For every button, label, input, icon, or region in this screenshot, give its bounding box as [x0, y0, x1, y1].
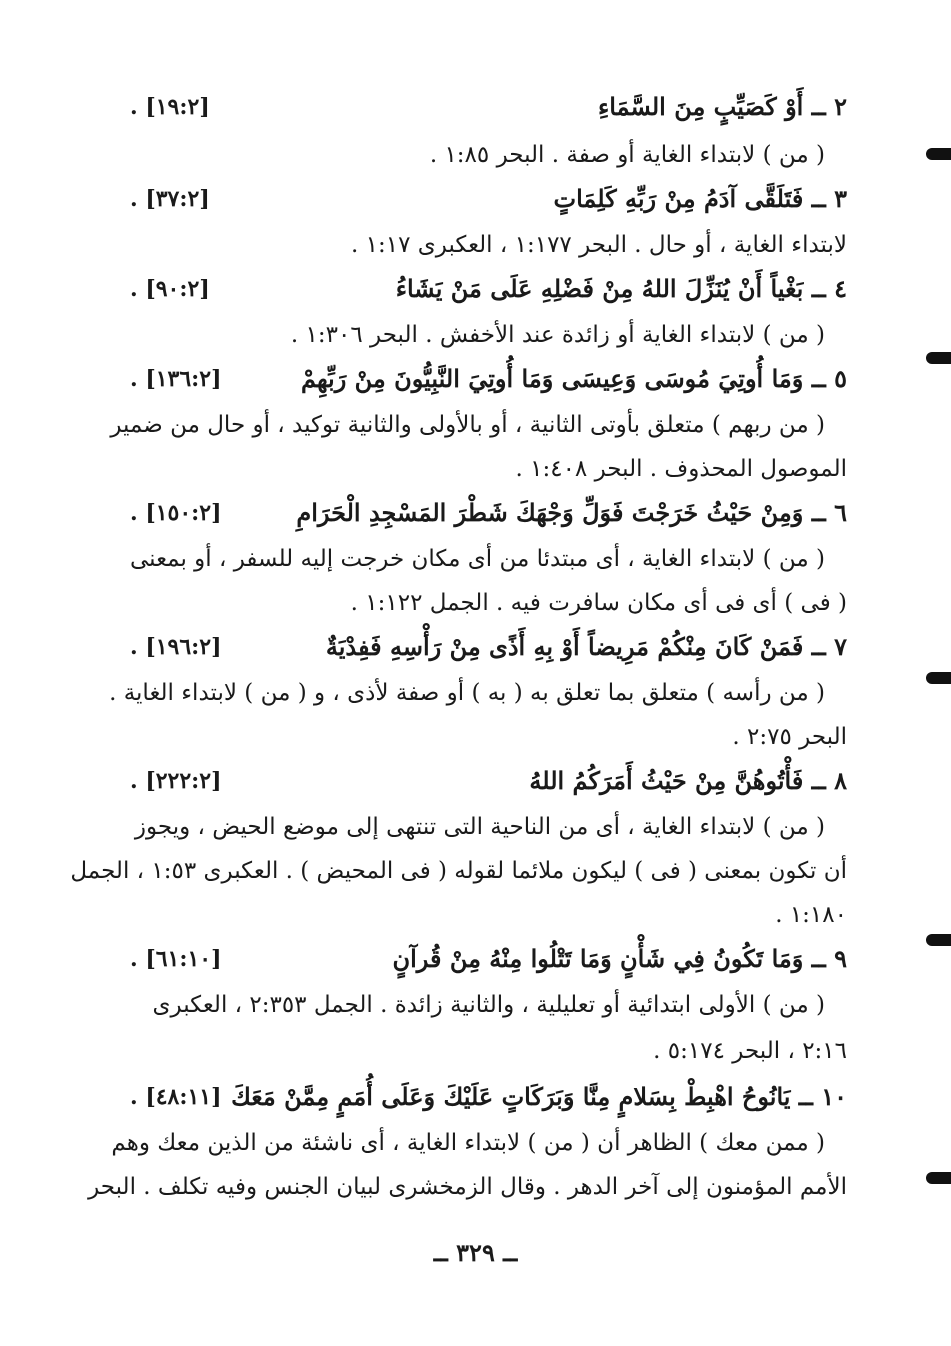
verse-reference: . [٩٠:٢] — [130, 276, 210, 302]
verse-line: ٤ ــ بَغْياً أَنْ يُنَزِّلَ اللهُ مِنْ فَضْلِهِ عَلَى مَنْ يَشَاءُ — [395, 274, 847, 303]
commentary-line: الأمم المؤمنون إلى آخر الدهر . وقال الزمخشرى لبيان الجنس وفيه تكلف . البحر — [88, 1174, 847, 1200]
verse-line: ٥ ــ وَمَا أُوتِيَ مُوسَى وَعِيسَى وَمَا أُوتِيَ النَّبِيُّونَ مِنْ رَبِّهِمْ — [301, 364, 847, 393]
scan-edge-mark — [926, 672, 951, 684]
commentary-line: ( من ) الأولى ابتدائية أو تعليلية ، والثانية زائدة . الجمل ٢:٣٥٣ ، العكبرى — [152, 992, 825, 1018]
verse-reference: . [١٥٠:٢] — [130, 500, 222, 526]
commentary-line: ( من ) لابتداء الغاية أو زائدة عند الأخفش . البحر ١:٣٠٦ . — [290, 322, 825, 348]
verse-line: ٣ ــ فَتَلَقَّى آدَمُ مِنْ رَبِّهِ كَلِمَاتٍ — [553, 184, 847, 213]
verse-line: ٨ ــ فَأْتُوهُنَّ مِنْ حَيْثُ أَمَرَكُمُ اللهُ — [529, 766, 847, 795]
verse-reference: . [١٩:٢] — [130, 94, 210, 120]
verse-line: ٢ ــ أَوْ كَصَيِّبٍ مِنَ السَّمَاءِ — [597, 92, 847, 121]
verse-reference: . [١٩٦:٢] — [130, 634, 222, 660]
commentary-line: ( من ) لابتداء الغاية ، أى من الناحية التى تنتهى إلى موضع الحيض ، ويجوز — [134, 814, 825, 840]
commentary-line: الموصول المحذوف . البحر ١:٤٠٨ . — [515, 456, 847, 482]
verse-reference: . [٢٢٢:٢] — [130, 768, 222, 794]
scan-edge-mark — [926, 1172, 951, 1184]
verse-reference: . [٤٨:١١] — [130, 1084, 222, 1110]
verse-line: ٦ ــ وَمِنْ حَيْثُ خَرَجْتَ فَوَلِّ وَجْهَكَ شَطْرَ المَسْجِدِ الْحَرَامِ — [296, 498, 847, 527]
commentary-line: ( من ) لابتداء الغاية أو صفة . البحر ١:٨٥ . — [429, 142, 825, 168]
verse-reference: . [٦١:١٠] — [130, 946, 222, 972]
commentary-line: ( من رأسه ) متعلق بما تعلق به ( به ) أو صفة لأذى ، و ( من ) لابتداء الغاية . — [109, 680, 825, 706]
commentary-line: البحر ٢:٧٥ . — [732, 724, 847, 750]
verse-line: ٧ ــ فَمَنْ كَانَ مِنْكُمْ مَرِيضاً أَوْ بِهِ أَذًى مِنْ رَأْسِهِ فَفِدْيَةٌ — [325, 632, 847, 661]
verse-reference: . [٣٧:٢] — [130, 186, 210, 212]
page-number: ــ ٣٢٩ ــ — [433, 1238, 518, 1267]
commentary-line: ( من ربهم ) متعلق بأوتى الثانية ، أو بالأولى والثانية توكيد ، أو حال من ضمير — [110, 412, 825, 438]
commentary-line: ( من ) لابتداء الغاية ، أى مبتدئا من أى مكان خرجت إليه للسفر ، أو بمعنى — [129, 546, 825, 572]
verse-line: ١٠ ــ يَانُوحُ اهْبِطْ بِسَلامٍ مِنَّا وَبَرَكَاتٍ عَلَيْكَ وَعَلَى أُمَمٍ مِمَّنْ مَعَكَ — [231, 1082, 847, 1111]
scan-edge-mark — [926, 352, 951, 364]
verse-line: ٩ ــ وَمَا تَكُونُ فِي شَأْنٍ وَمَا تَتْلُوا مِنْهُ مِنْ قُرآنٍ — [392, 944, 847, 973]
commentary-line: ( فى ) أى فى أى مكان سافرت فيه . الجمل ١:١٢٢ . — [350, 590, 847, 616]
verse-reference: . [١٣٦:٢] — [130, 366, 222, 392]
commentary-line: ١:١٨٠ . — [775, 902, 847, 928]
commentary-line: ( ممن معك ) الظاهر أن ( من ) لابتداء الغاية ، أى ناشئة من الذين معك وهم — [111, 1130, 825, 1156]
scan-edge-mark — [926, 934, 951, 946]
commentary-line: أن تكون بمعنى ( فى ) ليكون ملائما لقوله ( فى المحيض ) . العكبرى ١:٥٣ ، الجمل — [70, 858, 847, 884]
scan-edge-mark — [926, 148, 951, 160]
commentary-line: ٢:١٦ ، البحر ٥:١٧٤ . — [653, 1038, 847, 1064]
commentary-line: لابتداء الغاية ، أو حال . البحر ١:١٧٧ ، العكبرى ١:١٧ . — [351, 232, 847, 258]
